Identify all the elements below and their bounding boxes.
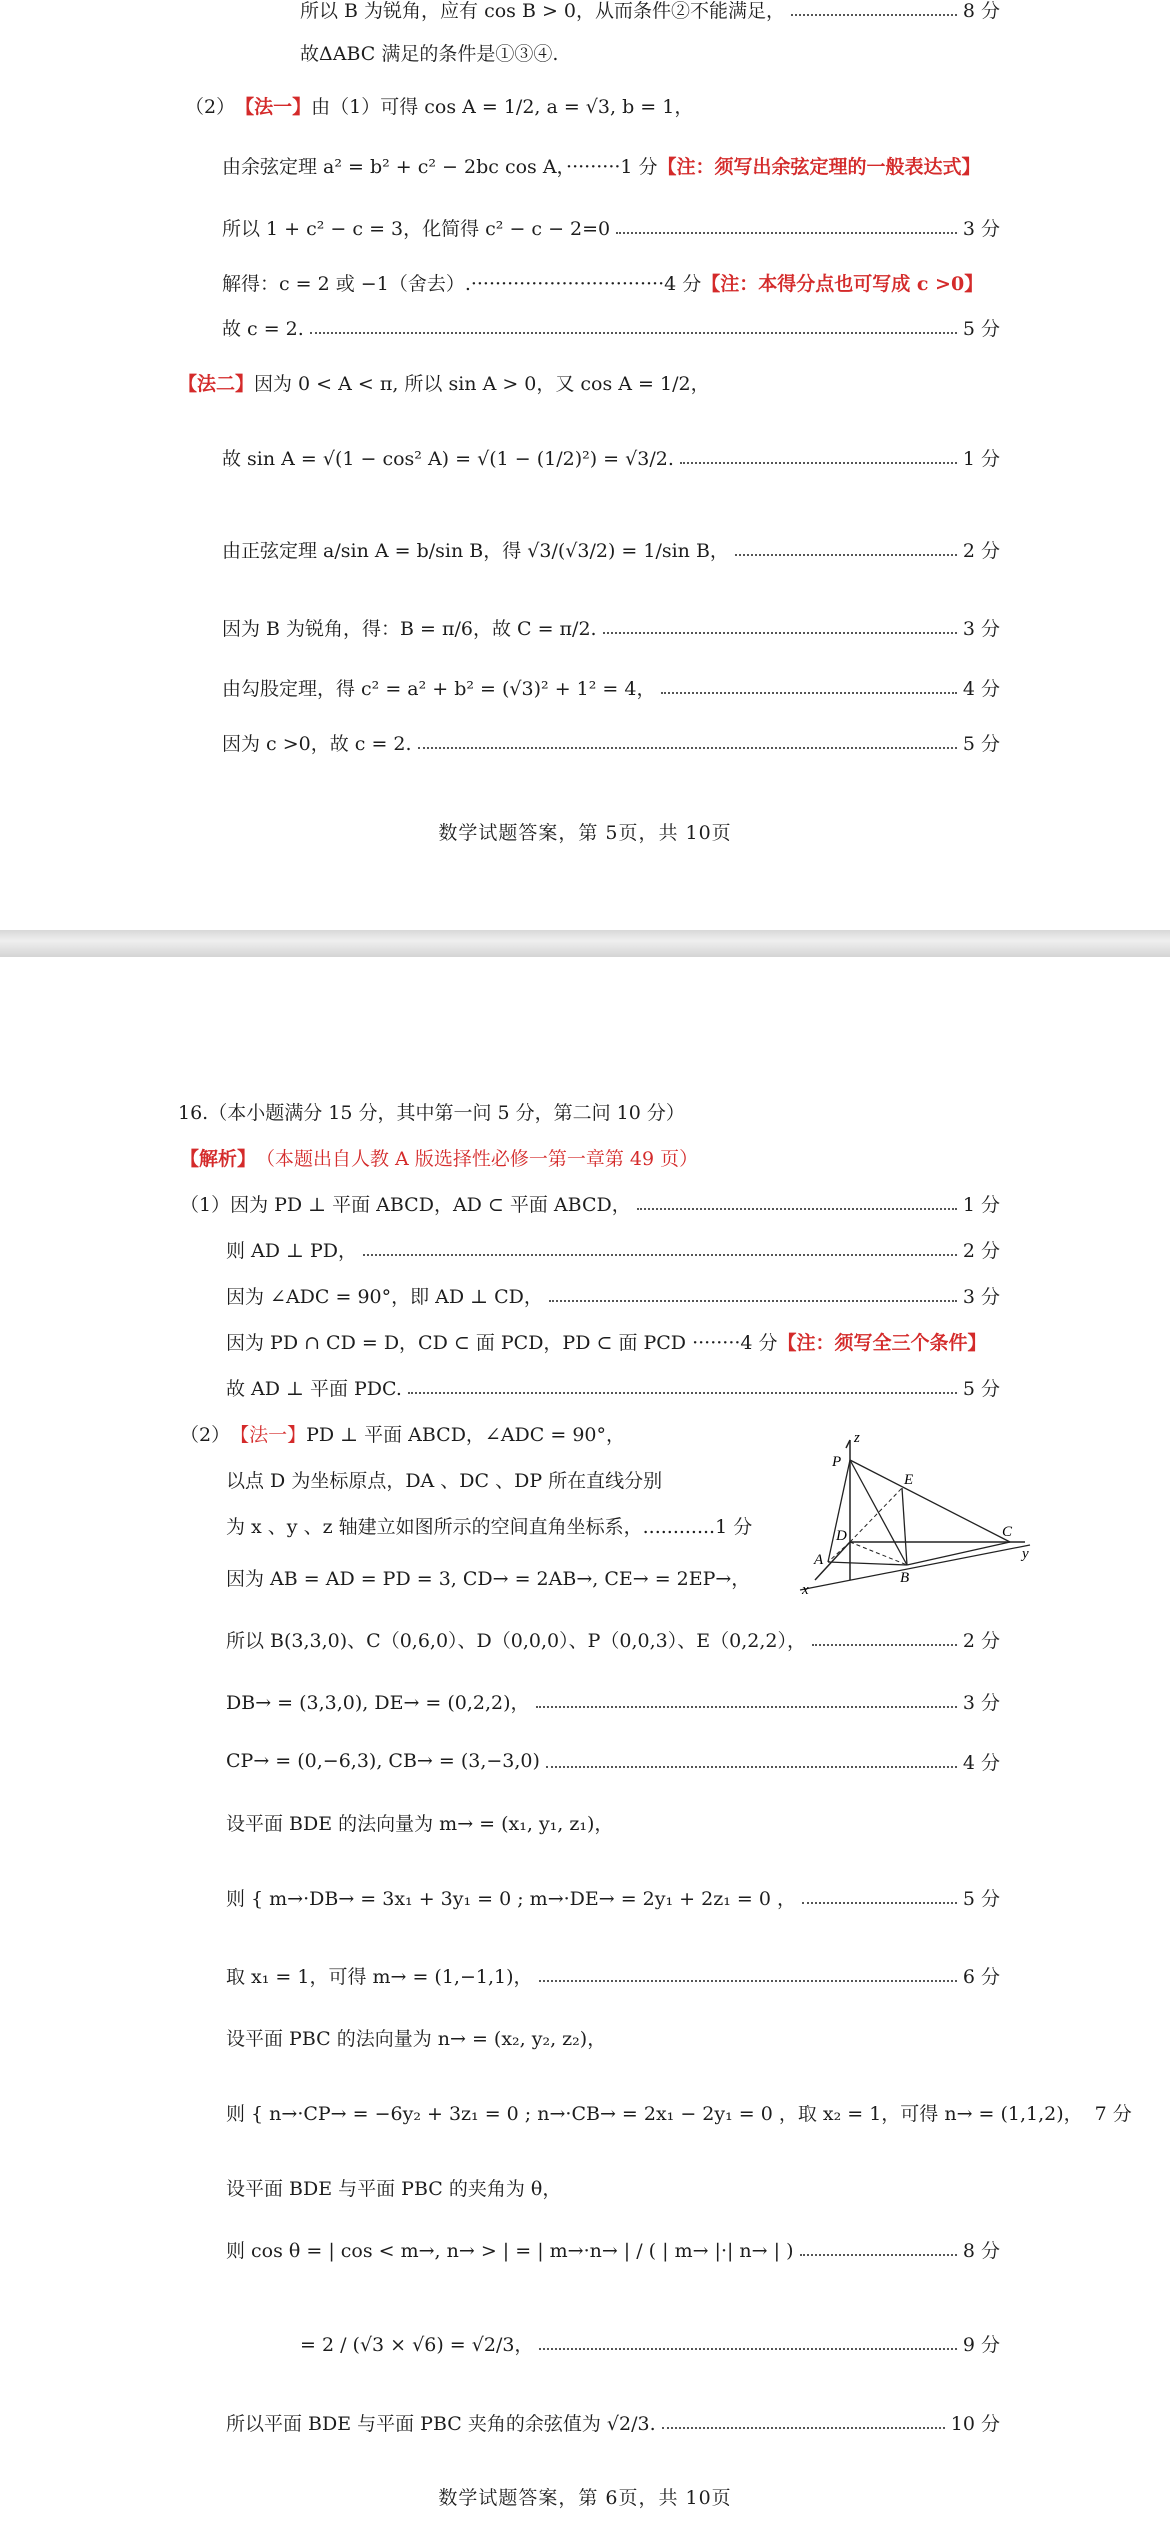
coordinate-figure [780, 1430, 1040, 1600]
p6-line-15: 取 x₁ = 1，可得 m→ = (1,−1,1)， 6 分 [226, 1965, 1000, 1988]
p5-line-2: 故ΔABC 满足的条件是①③④. [300, 42, 559, 65]
p6-line-11: DB→ = (3,3,0), DE→ = (0,2,2)， 3 分 [226, 1691, 1000, 1714]
p6-line-21: 所以平面 BDE 与平面 PBC 夹角的余弦值为 √2/3. 10 分 [226, 2412, 1000, 2435]
label-A: A [814, 1552, 824, 1568]
p6-line-14: 则 { m→·DB→ = 3x₁ + 3y₁ = 0 ; m→·DE→ = 2y₁ + 2z₁ = 0 ， 5 分 [226, 1887, 1000, 1910]
p5-line-12: 由勾股定理，得 c² = a² + b² = (√3)² + 1² = 4， 4 分 [222, 677, 1000, 700]
p5-line-5: 所以 1 + c² − c = 3，化简得 c² − c − 2=0 3 分 [222, 217, 1000, 240]
p6-line-5: 故 AD ⊥ 平面 PDC. 5 分 [226, 1377, 1000, 1400]
p5-line-8: 【法二】 因为 0 < A < π, 所以 sin A > 0，又 cos A = 1/2， [178, 372, 710, 395]
p5-line-4: 由余弦定理 a² = b² + c² − 2bc cos A，·········1 分 【注：须写出余弦定理的一般表达式】 [222, 155, 981, 178]
p6-line-6: （2） 【法一】 PD ⊥ 平面 ABCD，∠ADC = 90°， [180, 1423, 626, 1446]
p5-line-11: 因为 B 为锐角，得：B = π/6，故 C = π/2. 3 分 [222, 617, 1000, 640]
p6-line-9: 因为 AB = AD = PD = 3, CD→ = 2AB→, CE→ = 2EP→， [226, 1567, 751, 1590]
p5-line-1: 所以 B 为锐角，应有 cos B > 0，从而条件②不能满足， 8 分 [300, 0, 1000, 22]
label-E: E [904, 1472, 914, 1488]
label-y: y [1022, 1546, 1029, 1562]
p6-line-10: 所以 B(3,3,0)、C（0,6,0）、D（0,0,0）、P（0,0,3）、E（0,2,2）， 2 分 [226, 1629, 1000, 1652]
p6-line-8: 为 x 、y 、z 轴建立如图所示的空间直角坐标系，............1 分 [226, 1515, 753, 1538]
p6-line-4: 因为 PD ∩ CD = D，CD ⊂ 面 PCD，PD ⊂ 面 PCD ········4 分 【注：须写全三个条件】 [226, 1331, 987, 1354]
label-P: P [832, 1454, 842, 1470]
page-5-footer: 数学试题答案，第 5页，共 10页 [438, 822, 732, 844]
p6-line-1: （1）因为 PD ⊥ 平面 ABCD，AD ⊂ 平面 ABCD， 1 分 [180, 1193, 1000, 1216]
p6-line-3: 因为 ∠ADC = 90°，即 AD ⊥ CD， 3 分 [226, 1285, 1000, 1308]
p6-line-17: 则 { n→·CP→ = −6y₂ + 3z₁ = 0 ; n→·CB→ = 2x₁ − 2y₁ = 0 ，取 x₂ = 1，可得 n→ = (1,1,2)， 7 分 [226, 2102, 1132, 2125]
p6-line-12: CP→ = (0,−6,3), CB→ = (3,−3,0) 4 分 [226, 1750, 1000, 1774]
question-16-header: 16.（本小题满分 15 分，其中第一问 5 分，第二问 10 分） [178, 1101, 685, 1124]
p5-line-10: 由正弦定理 a/sin A = b/sin B，得 √3/(√3/2) = 1/sin B， 2 分 [222, 539, 1000, 562]
label-D: D [836, 1528, 847, 1544]
p6-line-18: 设平面 BDE 与平面 PBC 的夹角为 θ， [226, 2177, 562, 2200]
analysis-line: 【解析】 （本题出自人教 A 版选择性必修一第一章第 49 页） [180, 1147, 699, 1170]
label-C: C [1002, 1524, 1013, 1540]
label-x: x [802, 1582, 809, 1598]
label-z: z [854, 1430, 860, 1446]
label-B: B [900, 1570, 910, 1586]
p5-line-13: 因为 c >0，故 c = 2. 5 分 [222, 732, 1000, 755]
p5-line-6: 解得：c = 2 或 −1（舍去）.································4 分 【注：本得分点也可写成 c >0】 [222, 272, 984, 295]
p6-line-2: 则 AD ⊥ PD， 2 分 [226, 1239, 1000, 1262]
p6-line-16: 设平面 PBC 的法向量为 n→ = (x₂, y₂, z₂)， [226, 2027, 607, 2050]
p6-line-13: 设平面 BDE 的法向量为 m→ = (x₁, y₁, z₁)， [226, 1812, 614, 1835]
p5-line-3: （2） 【法一】 由（1）可得 cos A = 1/2, a = √3, b = 1， [185, 95, 694, 118]
page-6-footer: 数学试题答案，第 6页，共 10页 [438, 2487, 732, 2509]
p6-line-20: = 2 / (√3 × √6) = √2/3， 9 分 [300, 2333, 1000, 2356]
p6-line-7: 以点 D 为坐标原点，DA 、DC 、DP 所在直线分别 [226, 1469, 663, 1492]
p5-line-9: 故 sin A = √(1 − cos² A) = √(1 − (1/2)²) = √3/2. 1 分 [222, 447, 1000, 470]
p5-line-7: 故 c = 2. 5 分 [222, 317, 1000, 340]
page-separator [0, 930, 1170, 957]
p6-line-19: 则 cos θ = | cos < m→, n→ > | = | m→·n→ | / ( | m→ |·| n→ | ) 8 分 [226, 2239, 1000, 2262]
